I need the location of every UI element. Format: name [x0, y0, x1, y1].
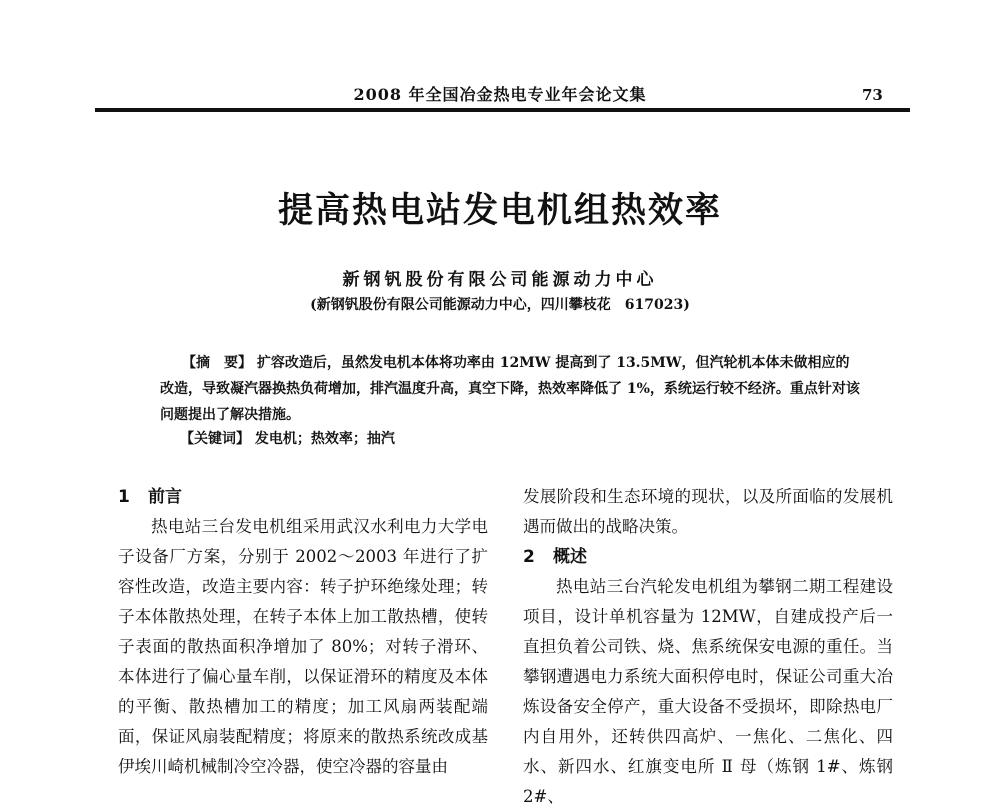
- section-2-number: 2: [523, 547, 535, 567]
- section-2-title: 概述: [553, 547, 587, 567]
- paper-title: 提高热电站发电机组热效率: [277, 190, 722, 231]
- keywords-text: 发电机；热效率；抽汽: [254, 431, 395, 447]
- keywords-label: 【关键词】: [180, 431, 250, 447]
- section-2-heading: [523, 542, 893, 572]
- abstract: [160, 350, 860, 428]
- running-header: 2008 年全国冶金热电专业年会论文集: [353, 85, 647, 104]
- section-1-title: 前言: [148, 487, 182, 507]
- section-1-paragraph: 热电站三台发电机组采用武汉水利电力大学电子设备厂方案，分别于 2002～2003 年进行了扩容性改造，改造主要内容：转子护环绝缘处理；转子本体散热处理，在转子本体上加工散热槽，使转子表面的散热面积净增加了 80%；对转子滑环、本体进行了偏心量车削，以保证滑环的精度及本体的平衡、散热槽加工的精度；加工风扇两装配端面，保证风扇装配精度；将原来的散热系统改成基伊埃川崎机械制冷空冷器，使空冷器的容量由: [118, 517, 488, 776]
- continued-paragraph: 发展阶段和生态环境的现状，以及所面临的发展机遇而做出的战略决策。: [523, 487, 893, 536]
- paper-author: 新钢钒股份有限公司能源动力中心: [342, 270, 658, 290]
- paper-affiliation: (新钢钒股份有限公司能源动力中心，四川攀枝花 617023): [310, 297, 690, 313]
- left-column: [118, 482, 488, 782]
- abstract-text: 扩容改造后，虽然发电机本体将功率由 12MW 提高到了 13.5MW，但汽轮机本体未做相应的改造，导致凝汽器换热负荷增加，排汽温度升高，真空下降，热效率降低了 1%，系统运行较不经济。重点针对该问题提出了解决措施。: [160, 355, 860, 423]
- abstract-label: 【摘 要】: [182, 355, 252, 371]
- section-1-heading: [118, 482, 488, 512]
- right-column: [523, 482, 893, 812]
- keywords: [180, 428, 395, 448]
- header-rule: [95, 108, 910, 112]
- section-1-number: 1: [118, 487, 130, 507]
- page-number: 73: [862, 86, 883, 104]
- section-2-paragraph: 热电站三台汽轮发电机组为攀钢二期工程建设项目，设计单机容量为 12MW，自建成投产后一直担负着公司铁、烧、焦系统保安电源的重任。当攀钢遭遇电力系统大面积停电时，保证公司重大冶炼设备安全停产，重大设备不受损坏，即除热电厂内自用外，还转供四高炉、一焦化、二焦化、四水、新四水、红旗变电所 Ⅱ 母（炼钢 1#、炼钢 2#、: [523, 577, 893, 806]
